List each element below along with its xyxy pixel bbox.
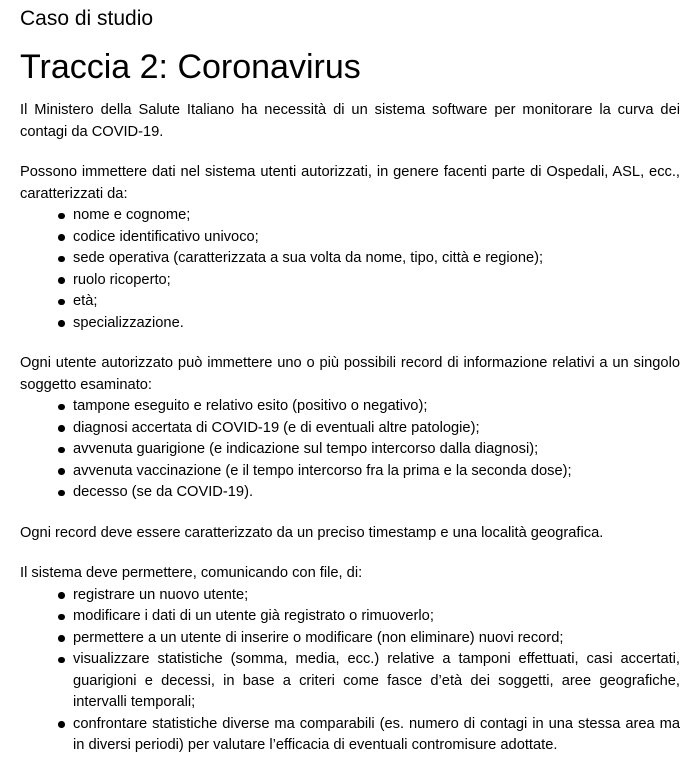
records-list: [20, 396, 680, 504]
list-item: visualizzare statistiche (somma, media, ecc.) relative a tamponi effettuati, casi accertati, guarigioni e decessi, in base a criteri come fasce d’età dei soggetti, aree geografiche, intervalli temporali;: [20, 649, 680, 714]
list-item: permettere a un utente di inserire o modificare (non eliminare) nuovi record;: [20, 628, 680, 650]
paragraph-intro: Il Ministero della Salute Italiano ha necessità di un sistema software per monitorare la curva dei contagi da COVID-19.: [20, 102, 680, 140]
page-title: Traccia 2: Coronavirus: [20, 48, 361, 86]
list-item: specializzazione.: [20, 313, 680, 335]
list-item: età;: [20, 291, 680, 313]
list-item: diagnosi accertata di COVID-19 (e di eventuali altre patologie);: [20, 418, 680, 440]
paragraph-system-intro: Il sistema deve permettere, comunicando con file, di:: [20, 565, 363, 581]
users-list: [20, 205, 680, 334]
paragraph-timestamp-note: Ogni record deve essere caratterizzato da un preciso timestamp e una località geografica.: [20, 524, 604, 541]
list-item: decesso (se da COVID-19).: [20, 482, 680, 504]
list-item: nome e cognome;: [20, 205, 680, 227]
list-item: codice identificativo univoco;: [20, 227, 680, 249]
system-list: [20, 585, 680, 757]
list-item: registrare un nuovo utente;: [20, 585, 680, 607]
kicker-heading: Caso di studio: [20, 7, 154, 30]
list-item: sede operativa (caratterizzata a sua volta da nome, tipo, città e regione);: [20, 248, 680, 270]
paragraph-records-intro: Ogni utente autorizzato può immettere uno o più possibili record di informazione relativi a un singolo soggetto esaminato:: [20, 355, 680, 393]
paragraph-users-intro: Possono immettere dati nel sistema utenti autorizzati, in genere facenti parte di Ospedali, ASL, ecc., caratterizzati da:: [20, 164, 680, 202]
list-item: avvenuta vaccinazione (e il tempo intercorso fra la prima e la seconda dose);: [20, 461, 680, 483]
list-item: tampone eseguito e relativo esito (positivo o negativo);: [20, 396, 680, 418]
list-item: modificare i dati di un utente già registrato o rimuoverlo;: [20, 606, 680, 628]
list-item: confrontare statistiche diverse ma comparabili (es. numero di contagi in una stessa area ma in diversi periodi) per valutare l’efficacia di eventuali contromisure adottate.: [20, 714, 680, 757]
list-item: ruolo ricoperto;: [20, 270, 680, 292]
list-item: avvenuta guarigione (e indicazione sul tempo intercorso dalla diagnosi);: [20, 439, 680, 461]
